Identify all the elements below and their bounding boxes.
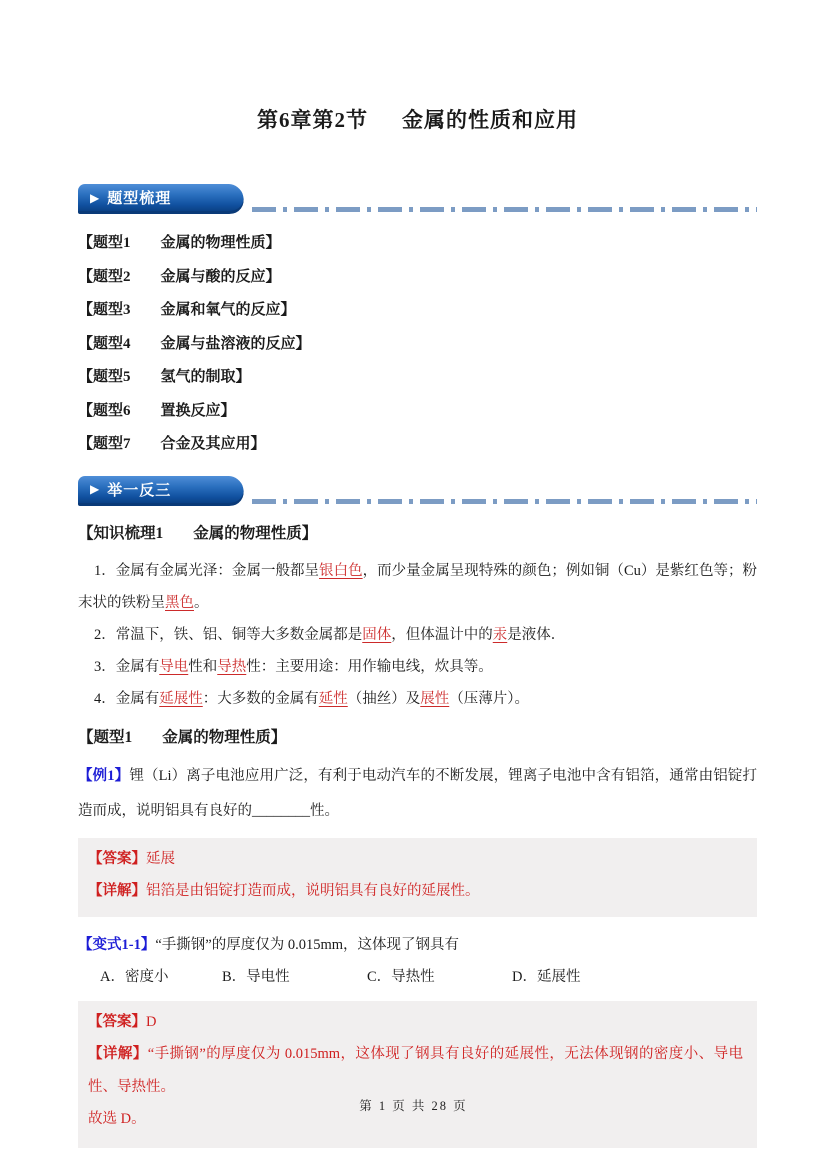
- topic-item-id: 【题型6: [78, 402, 131, 419]
- section-banner-practice-row: [78, 476, 757, 506]
- knowledge-heading: [78, 521, 757, 543]
- highlighted-term: 导电: [159, 658, 189, 675]
- topic-item-name: 金属与酸的反应】: [160, 268, 281, 285]
- variant11-text: “手撕钢”的厚度仅为 0.015mm，这体现了钢具有: [155, 936, 460, 953]
- topic-item-name: 氢气的制取】: [160, 369, 251, 385]
- topic-item-id: 【题型1: [78, 235, 131, 251]
- text-segment: 性：主要用途：用作输电线，炊具等。: [246, 658, 493, 675]
- answer-text: 延展: [146, 850, 175, 867]
- topic-item-3: [78, 294, 757, 328]
- section-banner-practice: [78, 476, 218, 506]
- explain-label: 【详解】: [88, 883, 146, 899]
- topic-item-2: [78, 261, 757, 295]
- knowledge-item-4: [78, 683, 757, 715]
- topic-index-list: [78, 227, 757, 462]
- topic-item-id: 【题型5: [78, 369, 131, 385]
- highlighted-term: 黑色: [165, 594, 194, 611]
- topic-item-name: 置换反应】: [160, 402, 236, 419]
- example1-answer-box: [78, 838, 757, 917]
- explain-conclusion-line: 故选 D。: [88, 1111, 146, 1127]
- answer-line: [88, 1006, 743, 1039]
- topic-item-4: [78, 328, 757, 362]
- text-segment: ，而少量金属呈现特殊的颜色；例如铜（Cu）是紫红色等；粉末状的铁粉呈: [78, 562, 758, 611]
- text-segment: 4．金属有: [94, 690, 160, 707]
- exercise-type-name: 金属的物理性质】: [162, 728, 287, 746]
- text-segment: （抽丝）及: [347, 690, 421, 707]
- example1-label: 【例1】: [78, 767, 130, 784]
- topic-item-name: 合金及其应用】: [160, 436, 266, 452]
- text-segment: （压薄片）。: [449, 690, 529, 707]
- highlighted-term: 展性: [420, 690, 450, 707]
- banner-label: 举一反三: [107, 481, 172, 499]
- text-segment: 3．金属有: [94, 658, 160, 675]
- highlighted-term: 银白色: [319, 562, 363, 579]
- topic-item-7: [78, 428, 757, 462]
- text-segment: 是液体．: [507, 626, 566, 643]
- option-c: C．导热性: [367, 968, 435, 985]
- banner-label: 题型梳理: [107, 190, 172, 207]
- option-b: B．导电性: [222, 968, 290, 985]
- highlighted-term: 汞: [492, 626, 508, 643]
- example1-text: 锂（Li）离子电池应用广泛，有利于电动汽车的不断发展，锂离子电池中含有铝箔，通常由铝锭打造而成，说明铝具有良好的________性。: [78, 767, 758, 819]
- knowledge-heading-name: 金属的物理性质】: [193, 524, 318, 542]
- knowledge-list: [78, 555, 757, 715]
- topic-item-id: 【题型2: [78, 268, 131, 285]
- exercise-type-id: 【题型1: [78, 728, 133, 746]
- highlighted-term: 延展性: [159, 690, 203, 707]
- topic-item-id: 【题型7: [78, 436, 131, 452]
- variant11-answer-box: [78, 1001, 757, 1148]
- text-segment: ，但体温计中的: [391, 626, 493, 643]
- dash-dot-divider: [252, 499, 757, 504]
- variant11-options: [78, 962, 757, 992]
- section-banner-outline: [78, 184, 218, 214]
- explain-line: [88, 875, 743, 908]
- answer-line: [88, 843, 743, 876]
- topic-item-name: 金属和氧气的反应】: [160, 302, 296, 318]
- page-title-chapter: 第6章第2节: [257, 108, 368, 132]
- highlighted-term: 导热: [217, 658, 247, 675]
- knowledge-item-1: [78, 555, 757, 619]
- text-segment: 性和: [188, 658, 218, 675]
- play-triangle-icon: ▶: [90, 190, 100, 205]
- exercise-type-heading: [78, 725, 757, 747]
- option-d: D．延展性: [512, 968, 581, 985]
- page-title: [78, 104, 757, 134]
- option-a: A．密度小: [100, 968, 169, 985]
- explain-text: “手撕钢”的厚度仅为 0.015mm，这体现了钢具有良好的延展性，无法体现钢的密度小、导电性、导热性。: [88, 1046, 743, 1095]
- variant11-paragraph: [78, 930, 757, 960]
- text-segment: ：大多数的金属有: [202, 690, 319, 707]
- play-triangle-icon: ▶: [90, 482, 100, 496]
- knowledge-heading-id: 【知识梳理1: [78, 524, 164, 542]
- text-segment: 1．金属有金属光泽：金属一般都呈: [94, 562, 320, 579]
- topic-item-id: 【题型4: [78, 335, 131, 352]
- dash-dot-divider: [252, 207, 757, 212]
- topic-item-1: [78, 227, 757, 261]
- text-segment: 。: [194, 594, 209, 611]
- knowledge-item-2: [78, 619, 757, 651]
- answer-label: 【答案】: [88, 850, 146, 867]
- highlighted-term: 固体: [362, 626, 392, 643]
- topic-item-6: [78, 395, 757, 429]
- example1-paragraph: [78, 759, 757, 829]
- topic-item-5: [78, 361, 757, 395]
- variant11-label: 【变式1-1】: [78, 936, 156, 953]
- topic-item-id: 【题型3: [78, 302, 131, 318]
- topic-item-name: 金属与盐溶液的反应】: [160, 335, 311, 352]
- knowledge-item-3: [78, 651, 757, 683]
- answer-text: D: [146, 1013, 157, 1030]
- text-segment: 2．常温下，铁、铝、铜等大多数金属都是: [94, 626, 363, 643]
- topic-item-name: 金属的物理性质】: [160, 235, 281, 251]
- highlighted-term: 延性: [318, 690, 348, 707]
- explain-label: 【详解】: [88, 1046, 148, 1062]
- page-number-footer: 第 1 页 共 28 页: [359, 1099, 468, 1113]
- section-banner-outline-row: [78, 184, 757, 214]
- answer-label: 【答案】: [88, 1013, 146, 1030]
- explain-line: [88, 1038, 743, 1103]
- explain-text: 铝箔是由铝锭打造而成，说明铝具有良好的延展性。: [146, 883, 480, 899]
- page-title-topic: 金属的性质和应用: [402, 108, 578, 132]
